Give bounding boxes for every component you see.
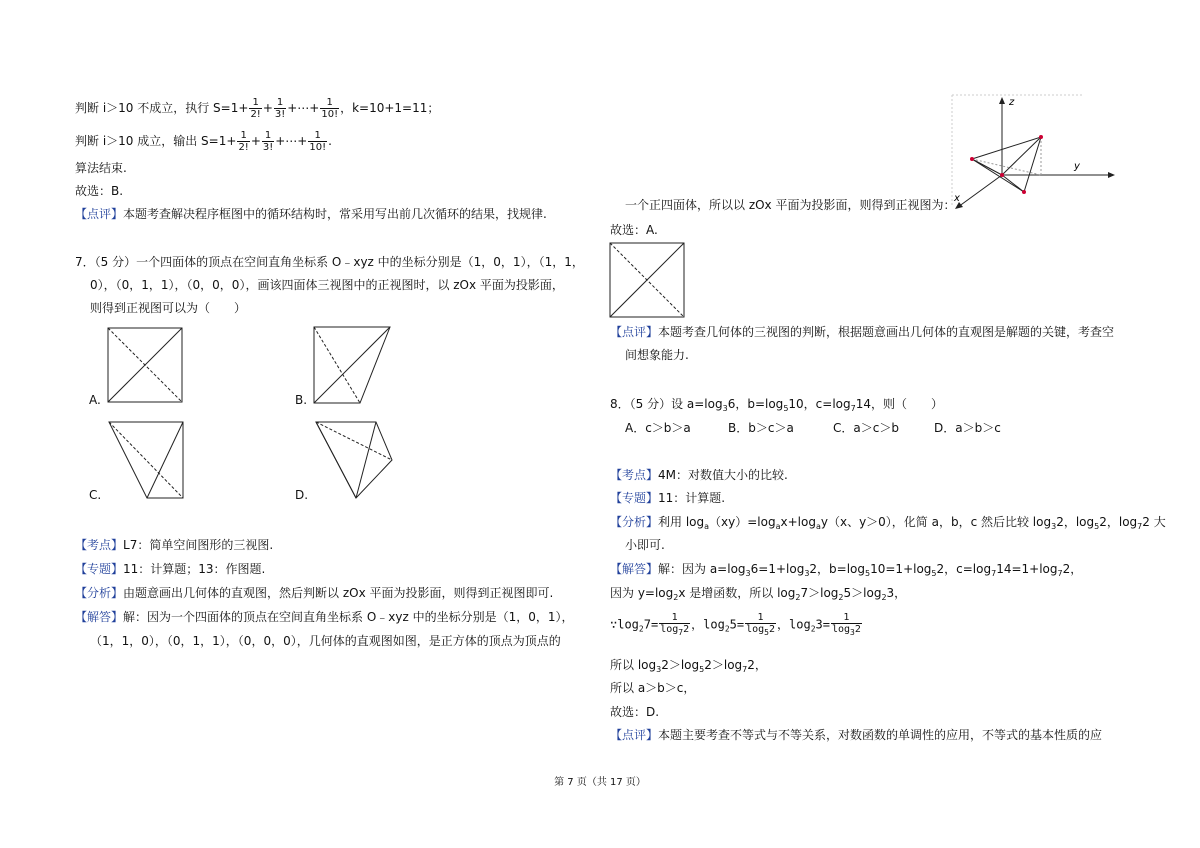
q8-so1: 所以 $\log_32>\log_52>\log_72$， — [610, 658, 767, 674]
review-text: 本题考查几何体的三视图的判断，根据题意画出几何体的直观图是解题的关键，考查空 — [658, 325, 1115, 339]
vertex-point — [1039, 135, 1043, 139]
numerator: 1 — [831, 612, 862, 624]
option-d-label[interactable]: D. — [295, 488, 309, 502]
denominator: 10! — [321, 109, 339, 120]
review-prev — [75, 206, 547, 222]
numerator: 1 — [274, 97, 286, 109]
option-b-figure[interactable] — [314, 327, 392, 405]
dashed-guide — [972, 159, 1041, 175]
because-symbol: ∵ — [610, 617, 618, 632]
tetra-edge — [1002, 175, 1024, 192]
denominator: 2! — [238, 142, 249, 153]
text: +⋯+ — [287, 101, 320, 115]
option-a-figure[interactable] — [108, 328, 184, 404]
review-text: 本题主要考查不等式与不等关系，对数函数的单调性的应用，不等式的基本性质的应 — [658, 728, 1103, 742]
fraction — [249, 97, 261, 120]
text: 1+ — [230, 101, 249, 115]
numerator: 1 — [249, 97, 261, 109]
review-q7 — [610, 324, 1114, 340]
fraction — [262, 130, 274, 153]
q8-option-c[interactable]: C．a＞c＞b — [833, 421, 899, 435]
option-c-label[interactable]: C. — [89, 488, 102, 502]
axes-diagram — [952, 95, 1118, 213]
option-b-label[interactable]: B. — [295, 393, 308, 407]
axis-label-x: x — [954, 193, 960, 204]
solid-diagonal — [356, 422, 376, 498]
y-arrow — [1108, 172, 1115, 178]
tetra-edge — [972, 159, 1002, 175]
fraction — [745, 612, 776, 638]
zhuanti-tag: 【专题】 — [75, 562, 124, 576]
zhuanti — [75, 561, 265, 577]
review-text: 本题考查解决程序框图中的循环结构时，常采用写出前几次循环的结果，找规律. — [123, 207, 547, 221]
jieda-tag: 【解答】 — [610, 562, 659, 576]
solid-diagonal — [147, 422, 183, 498]
zhuanti-text: 11：计算题. — [658, 491, 726, 505]
dashed-diagonal — [109, 422, 183, 498]
review-tag: 【点评】 — [610, 325, 659, 339]
jieda — [75, 609, 574, 625]
numerator: 1 — [659, 612, 690, 624]
kaodian — [75, 537, 273, 553]
choose-a: 故选：A. — [610, 223, 658, 237]
line-execute: 判断 i＞10 不成立，执行 S=1+ $\frac{1}{2!}$ + $\frac{1}{3!}$ +⋯+ $\frac{1}{10!}$ ，k=10+1=11； — [75, 97, 440, 120]
z-arrow — [999, 97, 1005, 104]
fenxi-text: 由题意画出几何体的直观图，然后判断以 zOx 平面为投影面，则得到正视图即可. — [123, 586, 554, 600]
q8-choose: 故选：D. — [610, 705, 660, 719]
q7-line3: 则得到正视图可以为（ ） — [90, 301, 247, 315]
vertex-point — [1000, 173, 1004, 177]
numerator: 1 — [320, 97, 339, 109]
q8-increasing: 因为 $y=\log_2x$ 是增函数，所以 $\log_27>\log_25>\log_23$， — [610, 586, 907, 602]
denominator: $\log_72$ — [660, 624, 690, 637]
answer-figure — [610, 243, 686, 319]
fraction — [320, 97, 339, 120]
denominator: 3! — [274, 109, 286, 120]
zhuanti-text: 11：计算题；13：作图题. — [123, 562, 266, 576]
kaodian-text: 4M：对数值大小的比较. — [658, 468, 788, 482]
q7-line2: 0），（0，1，1），（0，0，0），画该四面体三视图中的正视图时，以 zOx 平面为投影面， — [90, 278, 564, 292]
denominator: 2! — [250, 109, 261, 120]
algorithm-end: 算法结束. — [75, 161, 127, 175]
dashed-diagonal — [314, 327, 360, 403]
q8-fenxi: 【分析】利用 $\log_a(xy)=\log_ax+\log_ay(x$、y＞0），化简 a，b，c 然后比较 $\log_32$，$\log_52$，$\log_72$ 大 — [610, 515, 1166, 531]
q8-fenxi-line2: 小即可. — [625, 538, 665, 552]
x-axis — [958, 175, 1002, 207]
jieda-tag: 【解答】 — [75, 610, 124, 624]
fenxi-tag: 【分析】 — [75, 586, 124, 600]
fraction — [274, 97, 286, 120]
q8-so2: 所以 a＞b＞c， — [610, 681, 696, 695]
option-d-figure[interactable] — [316, 422, 394, 500]
text: . — [328, 134, 332, 148]
fraction — [237, 130, 249, 153]
text: 所以 log — [610, 658, 657, 672]
page-footer: 第 7 页（共 17 页） — [554, 777, 646, 788]
text: ，k=10+1=11； — [340, 101, 440, 115]
q8-stem: 8．（5 分）设 $a=\log_36$，$b=\log_510$，$c=\log_714$，则（ ） — [610, 397, 943, 413]
review-tag: 【点评】 — [75, 207, 124, 221]
vertex-point — [970, 157, 974, 161]
q8-jieda: 【解答】解：因为 $a=\log_36=1+\log_32$，$b=\log_510=1+\log_52$，$c=\log_714=1+\log_72$， — [610, 562, 1083, 578]
text: 1+ — [218, 134, 237, 148]
quad-outline — [316, 422, 392, 498]
choose-b: 故选：B. — [75, 184, 124, 198]
option-c-figure[interactable] — [109, 422, 185, 500]
q8-review — [610, 727, 1102, 743]
axis-label-z: z — [1009, 97, 1015, 108]
q7-line1: 7．（5 分）一个四面体的顶点在空间直角坐标系 O﹣xyz 中的坐标分别是（1，0，1），（1，1， — [75, 255, 584, 269]
review-q7-line2: 间想象能力. — [625, 348, 689, 362]
line-output: 判断 i＞10 成立，输出 S=1+ $\frac{1}{2!}$ + $\frac{1}{3!}$ +⋯+ $\frac{1}{10!}$ . — [75, 130, 332, 153]
fenxi — [75, 585, 553, 601]
axis-label-y: y — [1074, 161, 1080, 172]
denominator: 3! — [262, 142, 274, 153]
review-tag: 【点评】 — [610, 728, 659, 742]
vertex-point — [1022, 190, 1026, 194]
denominator: $\log_32$ — [831, 624, 861, 637]
numerator: 1 — [308, 130, 327, 142]
text: 判断 i＞10 成立，输出 S= — [75, 134, 219, 148]
q8-option-b[interactable]: B．b＞c＞a — [728, 421, 794, 435]
fenxi-tag: 【分析】 — [610, 515, 659, 529]
kaodian-text: L7：简单空间图形的三视图. — [123, 538, 274, 552]
text: 8．（5 分）设 a=log — [610, 397, 723, 411]
text: 判断 i＞10 不成立，执行 S= — [75, 101, 231, 115]
solid-edge — [316, 422, 356, 498]
dashed-diagonal — [316, 422, 392, 460]
denominator: $\log_52$ — [746, 624, 776, 637]
q8-kaodian — [610, 467, 788, 483]
numerator: 1 — [745, 612, 776, 624]
text: +⋯+ — [275, 134, 308, 148]
numerator: 1 — [262, 130, 274, 142]
jieda-text1: 解：因为一个四面体的顶点在空间直角坐标系 O﹣xyz 中的坐标分别是（1，0，1）， — [123, 610, 574, 624]
zhuanti-tag: 【专题】 — [610, 491, 659, 505]
kaodian-tag: 【考点】 — [610, 468, 659, 482]
numerator: 1 — [237, 130, 249, 142]
fraction — [659, 612, 690, 638]
solid-diagonal — [314, 327, 390, 403]
right-cont: 一个正四面体，所以以 zOx 平面为投影面，则得到正视图为： — [625, 198, 956, 212]
jieda-line2: （1，1，0），（0，1，1），（0，0，0），几何体的直观图如图，是正方体的顶点为顶点的 — [90, 634, 561, 648]
fraction — [308, 130, 327, 153]
q8-reciprocal-formulas: $\because\log_27=$ $\frac{1}{\log_72}$ ，$\log_25=$ $\frac{1}{\log_52}$ ，$\log_23=$ $\frac{1}{\log_32}$ — [610, 612, 861, 637]
option-a-label[interactable]: A. — [89, 393, 101, 407]
kaodian-tag: 【考点】 — [75, 538, 124, 552]
q8-option-a[interactable]: A．c＞b＞a — [625, 421, 691, 435]
denominator: 10! — [309, 142, 327, 153]
q8-zhuanti — [610, 490, 725, 506]
fraction — [831, 612, 862, 638]
q8-option-d[interactable]: D．a＞b＞c — [934, 421, 1001, 435]
